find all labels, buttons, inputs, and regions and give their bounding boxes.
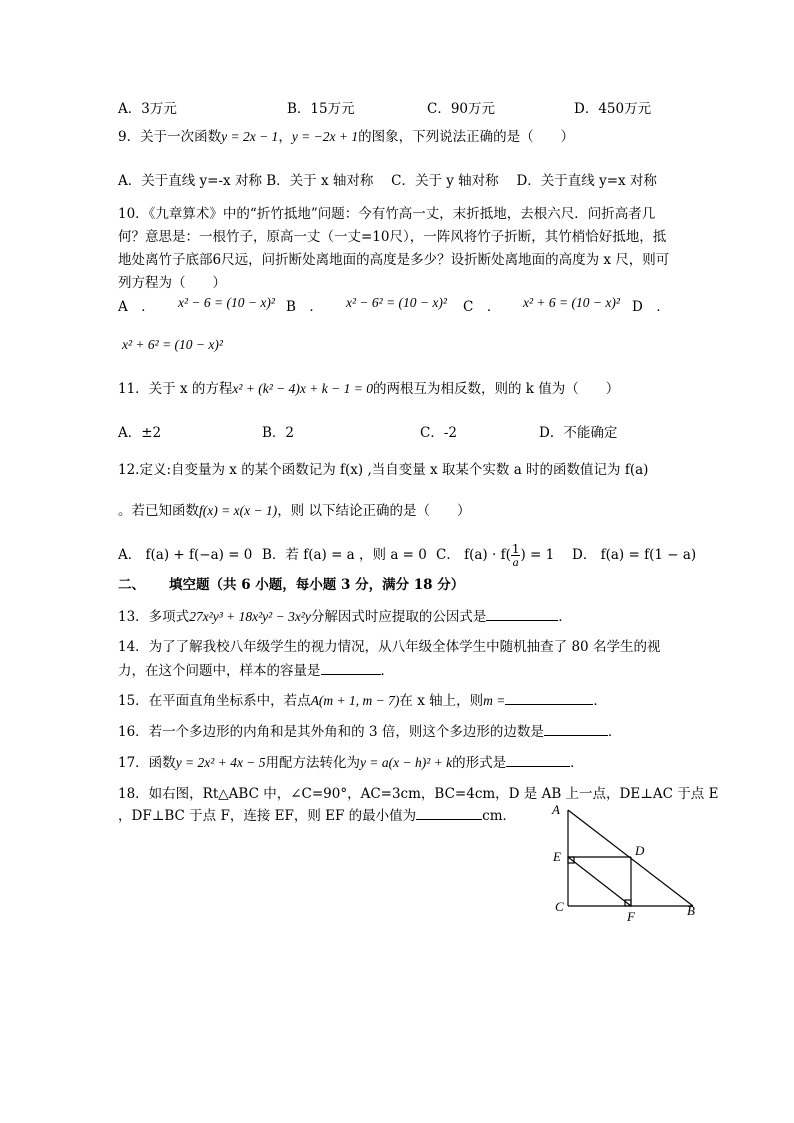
q8-option-b[interactable]: B．15万元 [287,101,355,117]
q15-var: m = [483,693,506,708]
q12-function: f(x) = x(x − 1) [199,503,278,518]
q13-tail: 分解因式时应提取的公因式是 [310,609,487,625]
q10-option-b[interactable]: x² − 6² = (10 − x)² [346,295,447,310]
q8-option-c[interactable]: C．90万元 [427,101,496,117]
q10-option-b-label[interactable]: B ． [286,299,323,315]
q15-lead: 15．在平面直角坐标系中，若点 [118,693,311,709]
triangle-figure [545,800,705,925]
q11-tail: 的两根互为相反数，则的 k 值为（ ） [372,381,620,397]
q16-end: ． [607,724,622,740]
label-c: C [555,899,564,914]
q8-option-d[interactable]: D．450万元 [574,101,652,117]
q12-option-b[interactable]: B．若 f(a) = a ，则 a = 0 [262,547,427,563]
q10-option-d[interactable]: x² + 6² = (10 − x)² [122,337,223,352]
q13-end: ． [558,609,572,625]
q10-question: 10．《九章算术》中的“折竹抵地”问题：今有竹高一丈，末折抵地，去根六尺．问折高者几何？意思是：一根竹子，原高一丈（一丈=10尺），一阵风将竹子折断，其竹梢恰好抵地，抵地处离竹子底部6尺远，问折断处离地面的高度是多少？设折断处离地面的高度为 x 尺，则可列方程为（ ） [118,206,670,291]
q9-formula-1: y = 2x − 1 [221,129,279,144]
q17-function: y = 2x² + 4x − 5 [175,755,266,770]
q14-answer-blank[interactable] [321,660,381,675]
q17-lead: 17．函数 [118,755,176,771]
q15-point: A(m + 1, m − 7) [310,693,400,708]
q17-question [118,752,584,773]
q11-equation: x² + (k² − 4)x + k − 1 = 0 [232,381,373,396]
q12-option-c-pre: C． f(a) · f( [436,547,511,563]
label-e: E [553,849,561,864]
q12-option-c-denominator: a [512,555,519,569]
q13-question [118,606,572,627]
q10-option-d-label[interactable]: D ． [632,299,670,315]
q11-option-b[interactable]: B．2 [262,425,295,441]
q15-end: ． [593,693,607,709]
q13-expression: 27x²y³ + 18x²y² − 3x²y [189,609,311,624]
q8-option-a[interactable]: A．3万元 [118,101,177,117]
q14-text: 力，在这个问题中，样本的容量是 [118,663,321,679]
q12-option-c-post: ) = 1 [520,547,555,563]
q9-question [118,127,574,147]
q10-option-c[interactable]: x² + 6 = (10 − x)² [523,295,620,310]
q17-end: ． [570,755,584,771]
q12-lead: 。若已知函数 [118,503,199,519]
q10-option-a[interactable]: x² − 6 = (10 − x)² [178,295,275,310]
label-f: F [627,909,635,924]
q11-option-a[interactable]: A．±2 [118,425,162,441]
q14-line-2 [118,660,394,681]
q9-options[interactable]: A．关于直线 y=-x 对称 B．关于 x 轴对称 C．关于 y 轴对称 D．关于直线 y=x 对称 [118,173,657,189]
q18-text: ，DF⊥BC 于点 F，连接 EF，则 EF 的最小值为 [118,808,417,824]
q11-question [118,379,619,399]
q12-option-c[interactable] [436,543,554,568]
q11-lead: 11．关于 x 的方程 [118,381,233,397]
q15-mid: 在 x 轴上，则 [399,693,484,709]
label-d: D [635,843,645,858]
q12-tail: ，则 以下结论正确的是（ ） [277,503,471,519]
q9-sep: ， [278,129,292,145]
q10-option-c-label[interactable]: C ． [463,299,501,315]
q12-definition: 12.定义:自变量为 x 的某个函数记为 f(x) ,当自变量 x 取某个实数 a 时的函数值记为 f(a) [118,462,649,478]
q11-option-c[interactable]: C．-2 [420,425,457,441]
q13-answer-blank[interactable] [486,606,558,621]
segment-ef [568,857,631,906]
q12-option-a[interactable]: A． f(a) + f(−a) = 0 [118,547,253,563]
section-2-number: 二、 [118,577,145,593]
q17-answer-blank[interactable] [506,752,570,767]
q16-question [118,721,621,742]
section-2-heading [118,575,464,595]
q10-option-a-label[interactable]: A ． [118,299,155,315]
q17-tail: 的形式是 [452,755,507,771]
q15-answer-blank[interactable] [505,690,593,705]
q15-question [118,690,607,711]
q12-option-d[interactable]: D． f(a) = f(1 − a) [572,547,697,563]
q18-answer-blank[interactable] [416,805,482,820]
label-a: A [552,802,560,817]
q12-option-c-numerator: 1 [511,542,520,556]
section-2-title: 填空题（共 6 小题，每小题 3 分，满分 18 分） [169,577,465,593]
q9-lead: 9．关于一次函数 [118,129,222,145]
q18-line-2 [118,805,516,826]
label-b: B [687,903,695,918]
q16-answer-blank[interactable] [544,721,608,736]
q11-option-d[interactable]: D．不能确定 [539,425,618,441]
q17-mid: 用配方法转化为 [265,755,361,771]
q18-unit: cm． [482,808,517,824]
q18-line-1: 18．如右图，Rt△ABC 中，∠C=90°，AC=3cm，BC=4cm，D 是 AB 上一点，DE⊥AC 于点 E [118,786,719,802]
q14-end: ． [380,663,394,679]
q12-question [118,501,470,521]
q13-lead: 13．多项式 [118,609,190,625]
q17-vertex-form: y = a(x − h)² + k [360,755,453,770]
q9-tail: 的图象，下列说法正确的是（ ） [358,129,575,145]
q9-formula-2: y = −2x + 1 [291,129,359,144]
q16-text: 16．若一个多边形的内角和是其外角和的 3 倍，则这个多边形的边数是 [118,724,544,740]
q14-line-1: 14．为了了解我校八年级学生的视力情况，从八年级全体学生中随机抽查了 80 名学生的视 [118,639,661,655]
